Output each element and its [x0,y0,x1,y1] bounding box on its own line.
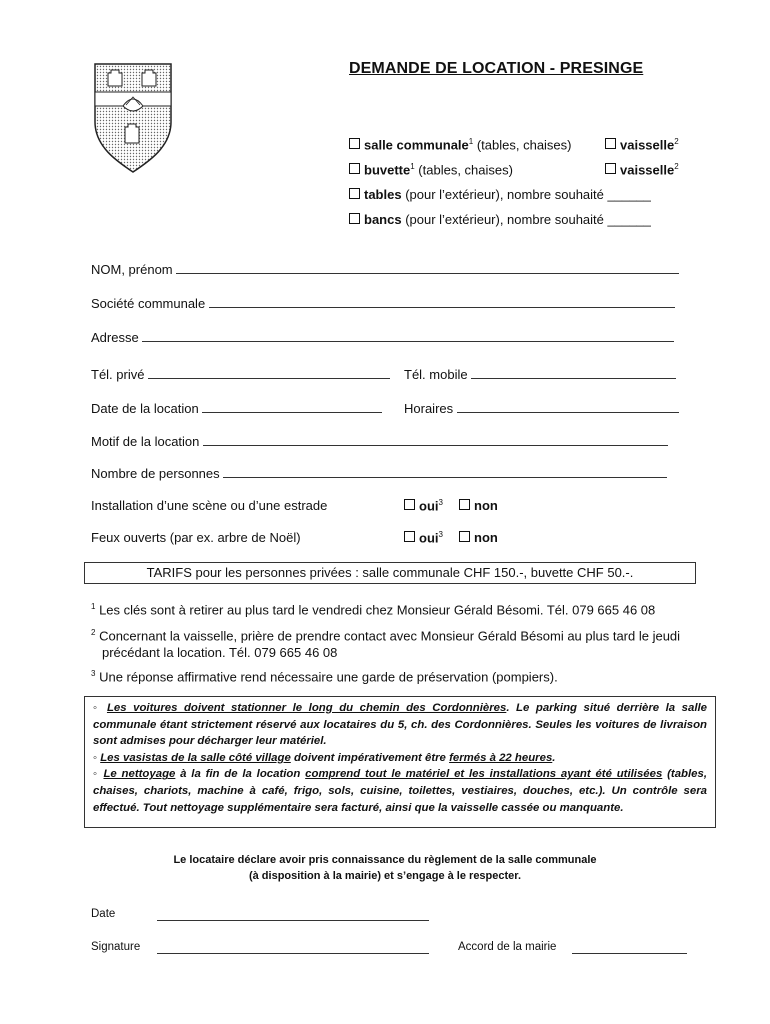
option-vaisselle-2[interactable]: vaisselle$^2$ [605,162,679,177]
field-societe[interactable]: Société communale [91,296,675,311]
footnote-3: $^3$ Une réponse affirmative rend nécessaire une garde de préservation (pompiers). [91,669,558,685]
field-nom[interactable]: NOM, prénom [91,262,679,277]
option-tables[interactable]: tables (pour l’extérieur), nombre souhaité ______ [349,187,651,202]
feux-oui[interactable]: oui$^3$ [404,530,443,545]
checkbox[interactable] [459,499,470,510]
signature-date-line[interactable] [157,910,429,921]
field-adresse[interactable]: Adresse [91,330,674,345]
page-title: DEMANDE DE LOCATION - PRESINGE [349,60,644,77]
input-line[interactable] [148,368,390,379]
footnote-2: $^2$ Concernant la vaisselle, prière de prendre contact avec Monsieur Gérald Bésomi au plus tard le jeudi précédant la location. Tél. 079 665 46 08 [91,628,681,661]
tarifs-box: TARIFS pour les personnes privées : salle communale CHF 150.-, buvette CHF 50.-. [84,562,696,584]
input-line[interactable] [209,297,675,308]
checkbox[interactable] [349,188,360,199]
input-line[interactable] [203,435,668,446]
declaration: Le locataire déclare avoir pris connaissance du règlement de la salle communale (à disposition à la mairie) et s’engage à le respecter. [173,854,597,882]
option-vaisselle-1[interactable]: vaisselle$^2$ [605,137,679,152]
checkbox[interactable] [404,531,415,542]
input-line[interactable] [223,467,667,478]
field-motif[interactable]: Motif de la location [91,434,668,449]
field-tel-prive[interactable]: Tél. privé [91,367,390,382]
coat-of-arms-logo [93,62,173,174]
option-salle-communale[interactable]: salle communale$^1$ (tables, chaises) [349,137,572,152]
checkbox[interactable] [349,138,360,149]
input-line[interactable] [176,263,679,274]
footnote-1: $^1$ Les clés sont à retirer au plus tard le vendredi chez Monsieur Gérald Bésomi. Tél. 079 665 46 08 [91,602,656,618]
input-line[interactable] [457,402,679,413]
checkbox[interactable] [605,138,616,149]
signature-line[interactable] [157,943,429,954]
checkbox[interactable] [459,531,470,542]
rules-notice-box: ◦ Les voitures doivent stationner le long du chemin des Cordonnières. Le parking situé derrière la salle communale étant strictement réservé aux locataires du 5, ch. des Cordonnières. Seules les voitures de livraison sont admises pour décharger leur matériel. ◦ Les vasistas de la salle côté village doivent impérativement être fermés à 22 heures. ◦ Le nettoyage à la fin de la location comprend tout le matériel et les installations ayant été utilisées (tables, chaises, chariots, machine à café, frigo, sols, cuisine, toilettes, vestiaires, douches, etc.). Un contrôle sera effectué. Tout nettoyage supplémentaire sera facturé, ainsi que la vaisselle cassée ou manquante. [84,696,716,828]
field-tel-mobile[interactable]: Tél. mobile [404,367,676,382]
option-bancs[interactable]: bancs (pour l’extérieur), nombre souhaité ______ [349,212,651,227]
signature-date-label: Date [91,908,116,920]
checkbox[interactable] [605,163,616,174]
option-buvette[interactable]: buvette$^1$ (tables, chaises) [349,162,513,177]
signature-label: Signature [91,941,141,953]
checkbox[interactable] [349,213,360,224]
input-line[interactable] [142,331,674,342]
feux-non[interactable]: non [459,530,498,545]
checkbox[interactable] [404,499,415,510]
accord-mairie-line[interactable] [572,943,687,954]
input-line[interactable] [471,368,676,379]
installation-non[interactable]: non [459,498,498,513]
accord-mairie-label: Accord de la mairie [458,941,557,953]
installation-oui[interactable]: oui$^3$ [404,498,443,513]
checkbox[interactable] [349,163,360,174]
field-date-location[interactable]: Date de la location [91,401,382,416]
field-installation: Installation d’une scène ou d’une estrade [91,498,328,513]
field-nombre[interactable]: Nombre de personnes [91,466,667,481]
field-feux: Feux ouverts (par ex. arbre de Noël) [91,530,301,545]
input-line[interactable] [202,402,382,413]
field-horaires[interactable]: Horaires [404,401,679,416]
